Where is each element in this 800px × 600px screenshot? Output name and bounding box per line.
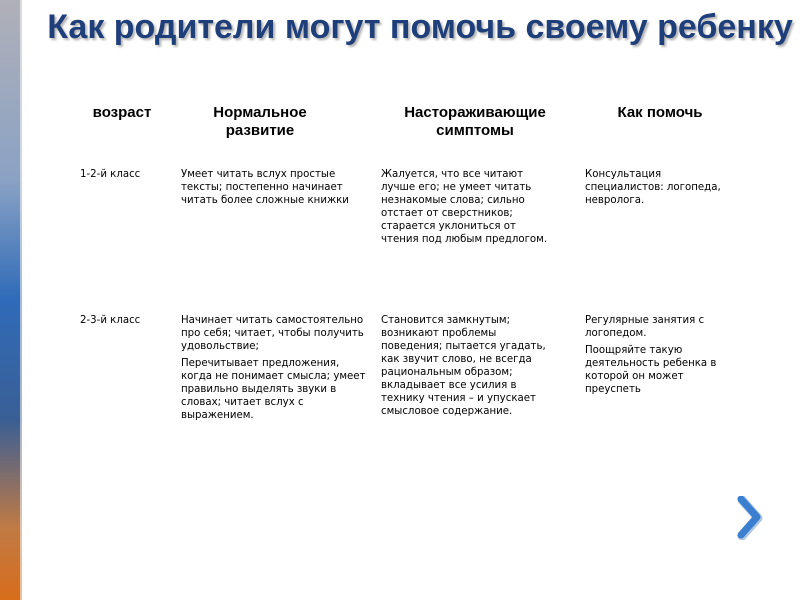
row2-normal — [181, 314, 366, 422]
row1-help-text-1: Консультация специалистов: логопеда, невролога. — [585, 169, 721, 206]
header-normal-development: Нормальное развитие — [213, 104, 307, 139]
header-how-to-help: Как помочь — [617, 104, 703, 121]
row2-normal-text-2: Перечитывает предложения, когда не понимает смысла; умеет правильно выделять звуки в словах; читает вслух с выражением. — [181, 358, 366, 421]
row2-help — [585, 314, 735, 396]
row2-normal-text-1: Начинает читать самостоятельно про себя; читает, чтобы получить удовольствие; — [181, 315, 364, 352]
row1-normal — [181, 168, 366, 207]
chevron-right-icon[interactable] — [736, 496, 766, 540]
row1-warning-text-1: Жалуется, что все читают лучше его; не умеет читать незнакомые слова; сильно отстает от сверстников; старается уклониться от чтения под любым предлогом. — [381, 169, 548, 245]
decorative-side-bar — [0, 0, 22, 600]
slide-title: Как родители могут помочь своему ребенку — [47, 8, 793, 46]
row2-age: 2-3-й класс — [80, 315, 141, 326]
row2-help-text-2: Поощряйте такую деятельность ребенка в которой он может преуспеть — [585, 345, 717, 395]
row2-warning — [381, 314, 553, 418]
header-age: возраст — [92, 104, 152, 121]
row1-normal-text-1: Умеет читать вслух простые тексты; постепенно начинает читать более сложные книжки — [181, 169, 349, 206]
row2-warning-text-1: Становится замкнутым; возникают проблемы поведения; пытается угадать, как звучит слово, не всегда рациональным образом; вкладывает все усилия в технику чтения – и упускает смысловое содержание. — [381, 315, 546, 417]
row2-help-text-1: Регулярные занятия с логопедом. — [585, 315, 705, 339]
header-warning-symptoms: Настораживающие симптомы — [404, 104, 546, 139]
row1-help — [585, 168, 735, 207]
row1-age: 1-2-й класс — [80, 169, 141, 180]
row1-warning — [381, 168, 553, 246]
